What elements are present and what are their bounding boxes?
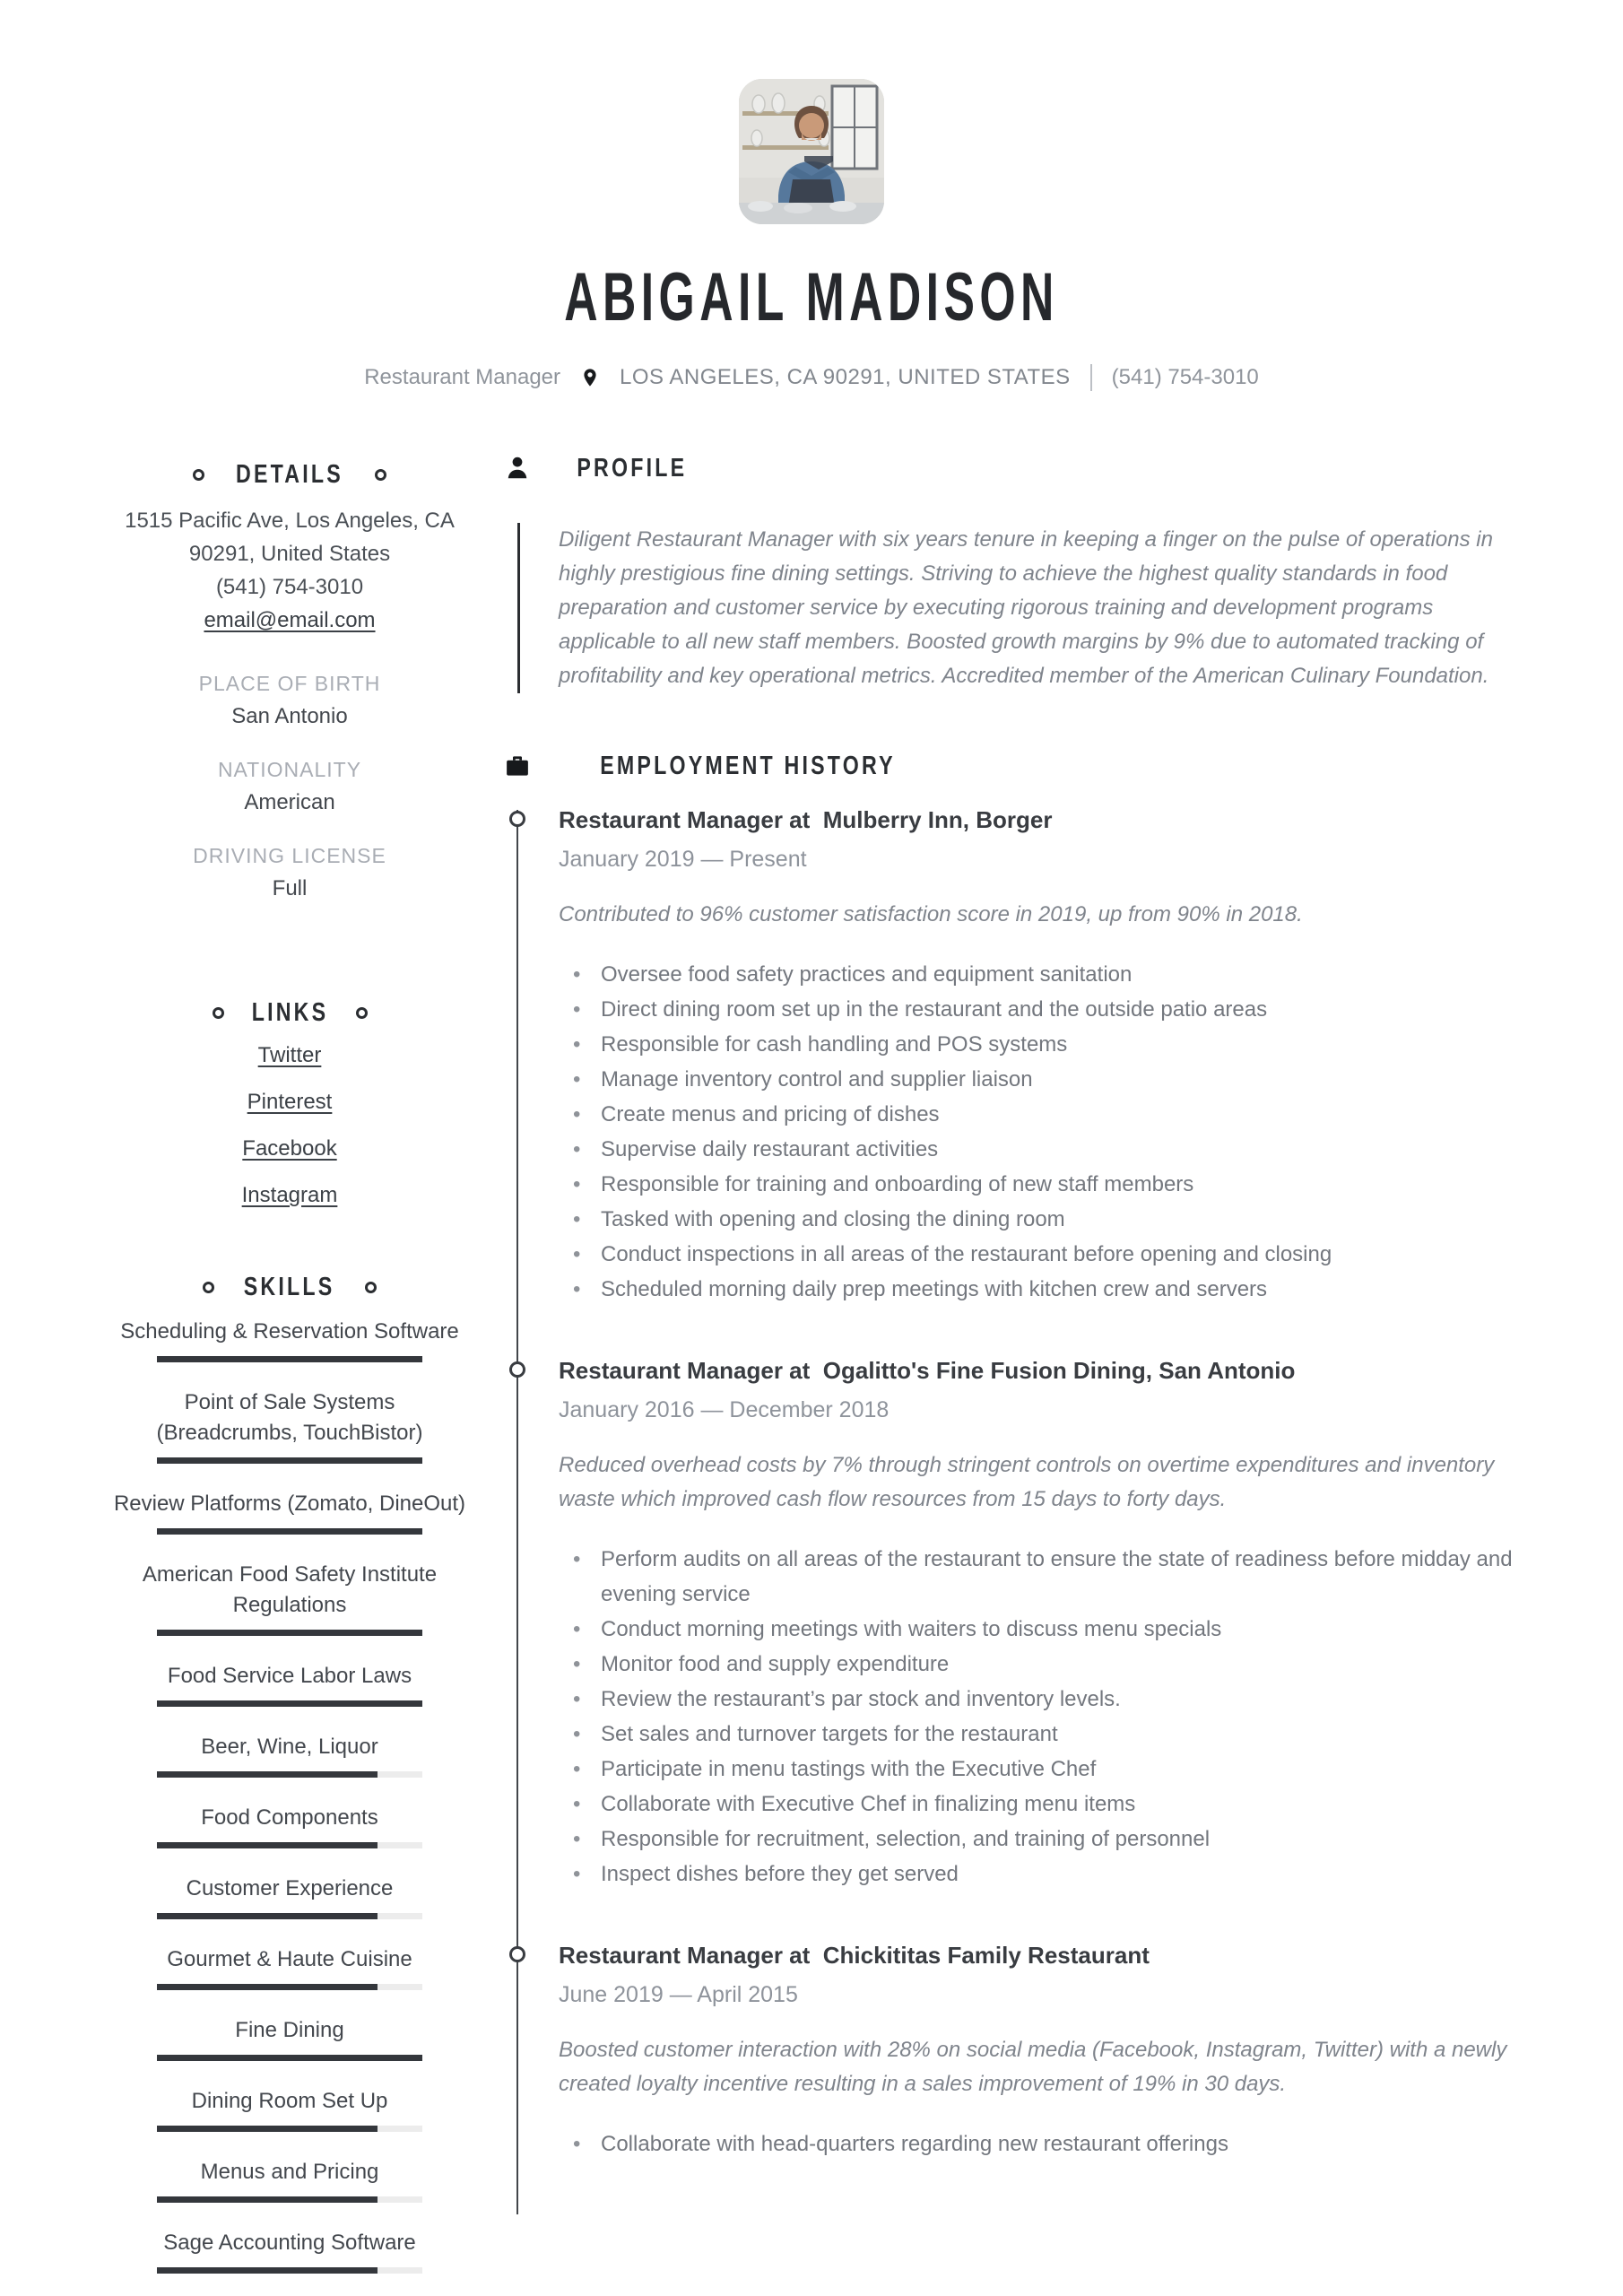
employment-heading-label: EMPLOYMENT HISTORY [600, 751, 896, 780]
job-title: Restaurant Manager at Mulberry Inn, Borger [559, 806, 1053, 833]
job-dates: January 2016 — December 2018 [559, 1397, 890, 1422]
job-bullet: • Responsible for cash handling and POS systems [559, 1027, 1526, 1062]
detail-field-value: Full [272, 876, 308, 900]
skill-label: Sage Accounting Software [163, 2231, 416, 2255]
job-bullet: • Manage inventory control and supplier liaison [559, 1062, 1526, 1097]
job-bullet-list [559, 1542, 1526, 1892]
job-dates: June 2019 — April 2015 [559, 1982, 798, 2007]
skill-bar [157, 1984, 422, 1990]
job-bullet-list [559, 2126, 1526, 2161]
job-bullet: • Supervise daily restaurant activities [559, 1132, 1526, 1167]
header-location: LOS ANGELES, CA 90291, UNITED STATES [620, 365, 1071, 389]
detail-field-label: DRIVING LICENSE [193, 844, 386, 867]
sidebar [112, 459, 467, 2274]
skill-bar [157, 1913, 422, 1919]
skill-item [112, 1944, 467, 1990]
skill-bar-fill [157, 2267, 378, 2274]
details-heading [112, 459, 467, 490]
job-bullet: • Monitor food and supply expenditure [559, 1647, 1526, 1682]
skills-section [112, 1272, 467, 2274]
skill-bar-fill [157, 1356, 422, 1362]
job-bullet: • Conduct inspections in all areas of the restaurant before opening and closing [559, 1237, 1526, 1272]
skill-bar [157, 2126, 422, 2132]
job-bullet: • Participate in menu tastings with the Executive Chef [559, 1752, 1526, 1787]
detail-field-label: PLACE OF BIRTH [198, 672, 381, 695]
job-bullet: • Scheduled morning daily prep meetings with kitchen crew and servers [559, 1272, 1526, 1307]
skill-label: Point of Sale Systems (Breadcrumbs, TouchBistor) [156, 1390, 423, 1445]
job-bullet: • Review the restaurant’s par stock and inventory levels. [559, 1682, 1526, 1717]
skill-bar [157, 1771, 422, 1778]
job-entry [504, 1940, 1526, 2161]
skill-bar [157, 1630, 422, 1636]
job-bullet: • Responsible for recruitment, selection, and training of personnel [559, 1822, 1526, 1857]
job-entry [504, 1355, 1526, 1892]
job-bullet: • Conduct morning meetings with waiters to discuss menu specials [559, 1612, 1526, 1647]
skill-bar-fill [157, 2196, 378, 2203]
job-bullet: • Responsible for training and onboarding of new staff members [559, 1167, 1526, 1202]
job-summary: Reduced overhead costs by 7% through stringent controls on overtime expenditures and inventory waste which improved cash flow resources from 15 days to forty days. [559, 1453, 1495, 1511]
skill-bar-fill [157, 1528, 422, 1535]
skill-label: Fine Dining [235, 2018, 344, 2042]
email-link[interactable]: email@email.com [204, 608, 376, 632]
job-title: Restaurant Manager at Ogalitto's Fine Fusion Dining, San Antonio [559, 1357, 1296, 1384]
skill-item [112, 1387, 467, 1464]
ring-icon [213, 1007, 224, 1019]
header-divider [1090, 364, 1092, 391]
ring-icon [193, 469, 204, 481]
briefcase-icon [504, 752, 531, 779]
skill-item [112, 2015, 467, 2061]
ring-icon [365, 1282, 377, 1293]
detail-field-label: NATIONALITY [217, 758, 362, 781]
skill-item [112, 1874, 467, 1919]
skill-label: Customer Experience [186, 1876, 394, 1900]
profile-heading [504, 453, 1526, 483]
links-heading [112, 997, 467, 1028]
ring-icon [375, 469, 386, 481]
skill-bar-fill [157, 2126, 378, 2132]
skill-bar [157, 1528, 422, 1535]
job-bullet: • Perform audits on all areas of the restaurant to ensure the state of readiness before midday and evening service [559, 1542, 1526, 1612]
skill-bar [157, 1356, 422, 1362]
skill-label: Dining Room Set Up [191, 2089, 388, 2113]
main-column [504, 453, 1526, 2161]
skill-item [112, 1661, 467, 1707]
skill-bar [157, 2267, 422, 2274]
skill-item [112, 1803, 467, 1848]
link-twitter[interactable]: Twitter [257, 1043, 322, 1067]
links-heading-label: LINKS [251, 997, 328, 1027]
skill-bar-fill [157, 1630, 422, 1636]
detail-field-value: American [244, 790, 335, 814]
job-bullet: • Inspect dishes before they get served [559, 1857, 1526, 1892]
skill-label: Scheduling & Reservation Software [120, 1319, 459, 1344]
profile-text: Diligent Restaurant Manager with six years tenure in keeping a finger on the pulse of operations in highly prestigious fine dining settings. Striving to achieve the highest quality standards in food preparation and customer service by executing rigorous training and development programs applicable to all new staff members. Boosted growth margins by 9% due to automated tracking of profitability and key operational metrics. Accredited member of the American Culinary Foundation. [559, 527, 1493, 688]
skill-item [112, 2086, 467, 2132]
job-entry [504, 804, 1526, 1307]
skill-item [112, 1560, 467, 1636]
links-section [112, 997, 467, 1209]
skill-item [112, 2228, 467, 2274]
ring-icon [203, 1282, 214, 1293]
employment-heading [504, 751, 1526, 781]
job-summary: Boosted customer interaction with 28% on social media (Facebook, Instagram, Twitter) with a newly created loyalty incentive resulting in a sales improvement of 19% in 30 days. [559, 2038, 1507, 2096]
ring-icon [356, 1007, 368, 1019]
link-pinterest[interactable]: Pinterest [247, 1090, 333, 1114]
skill-label: American Food Safety Institute Regulations [142, 1562, 438, 1617]
location-pin-icon [580, 365, 600, 390]
skill-item [112, 1489, 467, 1535]
job-bullet: • Set sales and turnover targets for the restaurant [559, 1717, 1526, 1752]
skill-bar-fill [157, 1771, 378, 1778]
job-bullet: • Oversee food safety practices and equipment sanitation [559, 957, 1526, 992]
jobs-timeline [504, 804, 1526, 2161]
skill-label: Food Service Labor Laws [167, 1664, 412, 1688]
profile-heading-label: PROFILE [577, 453, 688, 483]
skill-bar [157, 1842, 422, 1848]
header-subtitle-row [0, 364, 1623, 391]
skills-heading [112, 1272, 467, 1302]
skill-bar-fill [157, 1984, 378, 1990]
skill-bar [157, 1700, 422, 1707]
skill-label: Gourmet & Haute Cuisine [167, 1947, 412, 1971]
job-summary: Contributed to 96% customer satisfaction score in 2019, up from 90% in 2018. [559, 902, 1303, 926]
skill-label: Menus and Pricing [200, 2160, 379, 2184]
profile-body [517, 523, 1526, 693]
skill-bar-fill [157, 2055, 422, 2061]
address-block [112, 504, 467, 637]
job-bullet: • Tasked with opening and closing the dining room [559, 1202, 1526, 1237]
detail-field-value: San Antonio [231, 704, 348, 728]
employment-section [504, 751, 1526, 2161]
skill-bar-fill [157, 1842, 378, 1848]
header-job-title: Restaurant Manager [364, 365, 561, 389]
skill-bar [157, 1457, 422, 1464]
link-instagram[interactable]: Instagram [241, 1183, 338, 1207]
job-bullet: • Collaborate with head-quarters regarding new restaurant offerings [559, 2126, 1526, 2161]
skill-item [112, 2157, 467, 2203]
photo-illustration [739, 79, 884, 224]
skill-bar [157, 2055, 422, 2061]
job-bullet: • Collaborate with Executive Chef in finalizing menu items [559, 1787, 1526, 1822]
link-facebook[interactable]: Facebook [242, 1136, 337, 1161]
person-name: ABIGAIL MADISON [564, 259, 1059, 335]
address-line1: 1515 Pacific Ave, Los Angeles, CA [125, 509, 455, 533]
details-phone: (541) 754-3010 [215, 575, 364, 599]
skill-bar-fill [157, 1457, 422, 1464]
person-icon [504, 455, 531, 482]
skill-item [112, 1732, 467, 1778]
job-title: Restaurant Manager at Chickititas Family Restaurant [559, 1942, 1150, 1969]
skill-label: Beer, Wine, Liquor [201, 1735, 378, 1759]
profile-photo [739, 79, 884, 224]
address-line2: 90291, United States [188, 542, 391, 566]
skill-bar-fill [157, 1700, 422, 1707]
skill-bar-fill [157, 1913, 378, 1919]
skill-label: Review Platforms (Zomato, DineOut) [113, 1492, 466, 1516]
job-dates: January 2019 — Present [559, 847, 807, 872]
skills-heading-label: SKILLS [244, 1272, 335, 1301]
skill-label: Food Components [201, 1805, 378, 1830]
header-phone: (541) 754-3010 [1111, 365, 1259, 389]
job-bullet-list [559, 957, 1526, 1307]
details-heading-label: DETAILS [236, 459, 343, 489]
skill-bar [157, 2196, 422, 2203]
job-bullet: • Create menus and pricing of dishes [559, 1097, 1526, 1132]
job-bullet: • Direct dining room set up in the restaurant and the outside patio areas [559, 992, 1526, 1027]
skill-item [112, 1317, 467, 1362]
